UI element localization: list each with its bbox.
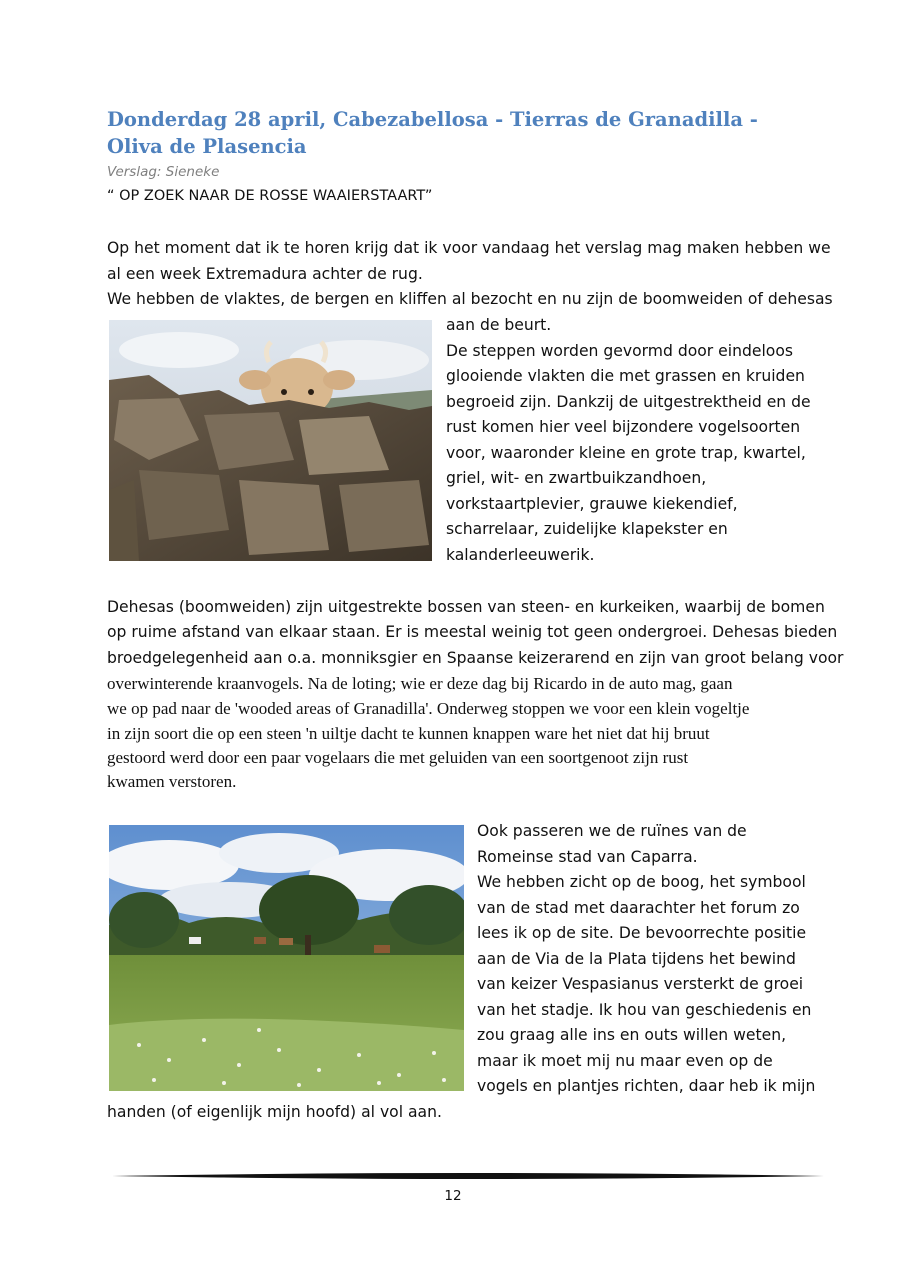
section3-line: aan de Via de la Plata tijdens het bewind [477, 950, 796, 968]
section3-line: Romeinse stad van Caparra. [477, 848, 698, 866]
section3-line: We hebben zicht op de boog, het symbool [477, 873, 806, 891]
section3-line: lees ik op de site. De bevoorrechte positie [477, 924, 807, 942]
section2-line: broedgelegenheid aan o.a. monniksgier en Spaanse keizerarend en zijn van groot belang voor [107, 649, 844, 667]
section3-line: maar ik moet mij nu maar even op de [477, 1052, 773, 1070]
intro-line: Op het moment dat ik te horen krijg dat ik voor vandaag het verslag mag maken hebben we [107, 239, 831, 257]
section3-line: vogels en plantjes richten, daar heb ik mijn [477, 1077, 816, 1095]
section1-line: aan de beurt. [446, 316, 552, 334]
cow-behind-wall-photo [109, 320, 432, 561]
section1-line: scharrelaar, zuidelijke klapekster en [446, 520, 728, 538]
dehesa-landscape-photo [109, 825, 464, 1091]
report-byline: Verslag: Sieneke [107, 164, 220, 180]
section2-line: overwinterende kraanvogels. Na de loting; wie er deze dag bij Ricardo in de auto mag, gaan [107, 674, 733, 693]
section2-line: kwamen verstoren. [107, 772, 237, 791]
section3-line: van het stadje. Ik hou van geschiedenis en [477, 1001, 812, 1019]
closing-line: handen (of eigenlijk mijn hoofd) al vol aan. [107, 1103, 442, 1121]
section2-line: op ruime afstand van elkaar staan. Er is meestal weinig tot geen ondergroei. Dehesas bieden [107, 623, 838, 641]
section1-line: begroeid zijn. Dankzij de uitgestrektheid en de [446, 393, 811, 411]
section1-line: vorkstaartplevier, grauwe kiekendief, [446, 495, 738, 513]
page-title: Donderdag 28 april, Cabezabellosa - Tierras de Granadilla - Oliva de Plasencia [107, 108, 758, 158]
section1-line: kalanderleeuwerik. [446, 546, 595, 564]
section3-line: van keizer Vespasianus versterkt de groei [477, 975, 804, 993]
section2-line: we op pad naar de 'wooded areas of Granadilla'. Onderweg stoppen we voor een klein vogeltje [107, 699, 750, 718]
section1-line: griel, wit- en zwartbuikzandhoen, [446, 469, 707, 487]
section1-line: voor, waaronder kleine en grote trap, kwartel, [446, 444, 806, 462]
section3-line: van de stad met daarachter het forum zo [477, 899, 800, 917]
footer-divider [112, 1170, 824, 1182]
section2-line: Dehesas (boomweiden) zijn uitgestrekte bossen van steen- en kurkeiken, waarbij de bomen [107, 598, 825, 616]
page-number: 12 [444, 1188, 462, 1204]
section3-line: Ook passeren we de ruïnes van de [477, 822, 747, 840]
section2-line: gestoord werd door een paar vogelaars die met geluiden van een soortgenoot zijn rust [107, 748, 689, 767]
intro-line: We hebben de vlaktes, de bergen en kliffen al bezocht en nu zijn de boomweiden of dehesas [107, 290, 833, 308]
section3-line: zou graag alle ins en outs willen weten, [477, 1026, 787, 1044]
report-subtitle: “ OP ZOEK NAAR DE ROSSE WAAIERSTAART” [107, 188, 433, 204]
section1-line: rust komen hier veel bijzondere vogelsoorten [446, 418, 801, 436]
section1-line: glooiende vlakten die met grassen en kruiden [446, 367, 805, 385]
intro-line: al een week Extremadura achter de rug. [107, 265, 423, 283]
section2-line: in zijn soort die op een steen 'n uiltje dacht te kunnen knappen ware het niet dat hij bruut [107, 724, 710, 743]
section1-line: De steppen worden gevormd door eindeloos [446, 342, 794, 360]
